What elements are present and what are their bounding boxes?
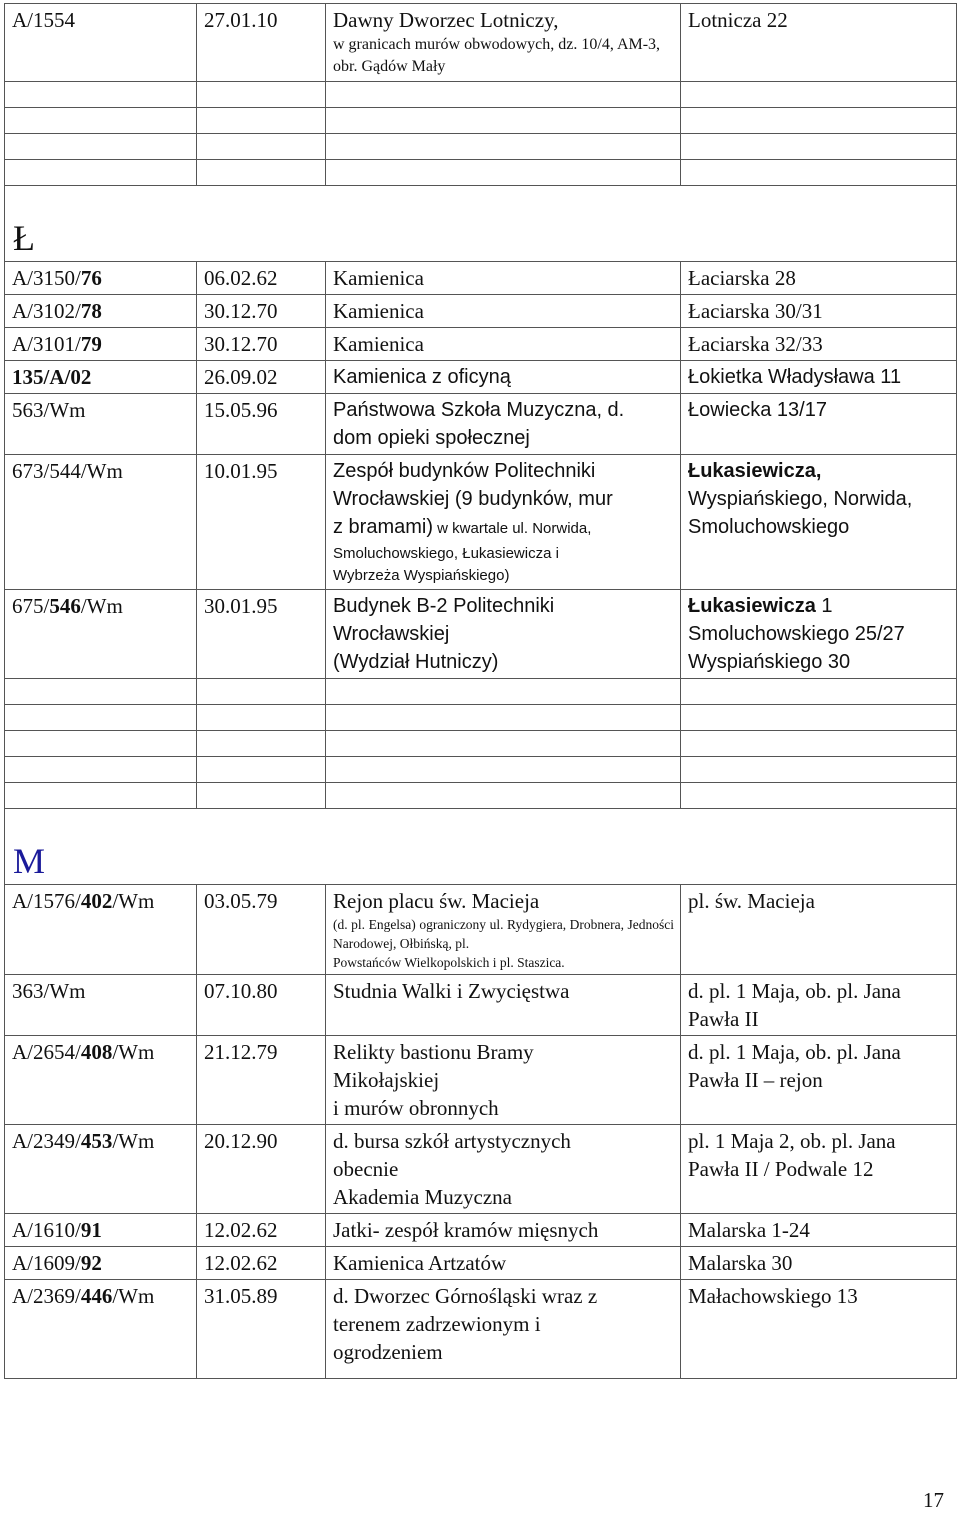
empty-row [5,757,957,783]
monument-register-table [4,3,957,1379]
object-name: d. Dworzec Górnośląski wraz z terenem zadrzewionym i ogrodzeniem [326,1280,681,1379]
empty-row [5,731,957,757]
reg-number: A/2654/408/Wm [5,1036,197,1125]
address: Łokietka Władysława 11 [681,361,957,394]
table-row [5,590,957,679]
table-row [5,361,957,394]
reg-number: A/1610/91 [5,1214,197,1247]
section-letter-row [5,186,957,262]
address: d. pl. 1 Maja, ob. pl. Jana Pawła II – rejon [681,1036,957,1125]
address: Łukasiewicza 1 Smoluchowskiego 25/27 Wyspiańskiego 30 [681,590,957,679]
object-name-main: Dawny Dworzec Lotniczy, [333,8,559,32]
reg-number: 673/544/Wm [5,455,197,590]
table-row [5,1247,957,1280]
object-name: Studnia Walki i Zwycięstwa [326,975,681,1036]
entry-date: 30.12.70 [197,295,326,328]
table-row [5,328,957,361]
object-name: Kamienica z oficyną [326,361,681,394]
address: Łowiecka 13/17 [681,394,957,455]
address: pl. 1 Maja 2, ob. pl. Jana Pawła II / Podwale 12 [681,1125,957,1214]
address: pl. św. Macieja [681,885,957,975]
object-name: Kamienica [326,262,681,295]
object-name: Jatki- zespół kramów mięsnych [326,1214,681,1247]
address: Małachowskiego 13 [681,1280,957,1379]
entry-date: 06.02.62 [197,262,326,295]
section-letter-l: Ł [5,186,957,262]
empty-row [5,82,957,108]
address: d. pl. 1 Maja, ob. pl. Jana Pawła II [681,975,957,1036]
entry-date: 30.12.70 [197,328,326,361]
table-row [5,394,957,455]
entry-date: 03.05.79 [197,885,326,975]
entry-date: 12.02.62 [197,1214,326,1247]
empty-row [5,783,957,809]
address: Malarska 1-24 [681,1214,957,1247]
entry-date: 26.09.02 [197,361,326,394]
table-row [5,295,957,328]
entry-date: 31.05.89 [197,1280,326,1379]
table-row [5,1280,957,1379]
entry-date: 20.12.90 [197,1125,326,1214]
reg-number: 135/A/02 [5,361,197,394]
section-letter-row [5,809,957,885]
address: Łaciarska 30/31 [681,295,957,328]
empty-row [5,679,957,705]
object-name-note: w granicach murów obwodowych, dz. 10/4, AM-3, obr. Gądów Mały [333,36,661,75]
address: Łaciarska 32/33 [681,328,957,361]
object-name: Budynek B-2 Politechniki Wrocławskiej (Wydział Hutniczy) [326,590,681,679]
reg-number: 363/Wm [5,975,197,1036]
reg-number: A/2369/446/Wm [5,1280,197,1379]
table-row [5,1125,957,1214]
address: Malarska 30 [681,1247,957,1280]
address: Lotnicza 22 [681,4,957,82]
entry-date: 12.02.62 [197,1247,326,1280]
object-name: d. bursa szkół artystycznych obecnie Akademia Muzyczna [326,1125,681,1214]
reg-number: A/1609/92 [5,1247,197,1280]
reg-number: 675/546/Wm [5,590,197,679]
object-name [326,4,681,82]
reg-number: A/1554 [5,4,197,82]
object-name: Kamienica [326,295,681,328]
empty-row [5,705,957,731]
empty-row [5,160,957,186]
object-name: Kamienica [326,328,681,361]
address: Łukasiewicza, Wyspiańskiego, Norwida, Smoluchowskiego [681,455,957,590]
table-row [5,455,957,590]
reg-number: A/1576/402/Wm [5,885,197,975]
table-row [5,885,957,975]
empty-row [5,108,957,134]
entry-date: 27.01.10 [197,4,326,82]
entry-date: 30.01.95 [197,590,326,679]
table-row [5,1036,957,1125]
object-name: Państwowa Szkoła Muzyczna, d. dom opieki społecznej [326,394,681,455]
object-name: Relikty bastionu Bramy Mikołajskiej i murów obronnych [326,1036,681,1125]
object-name: Zespół budynków Politechniki Wrocławskiej (9 budynków, mur z bramami) w kwartale ul. Norwida, Smoluchowskiego, Łukasiewicza i Wybrzeża Wyspiańskiego) [326,455,681,590]
table-row [5,4,957,82]
reg-number: A/3101/79 [5,328,197,361]
object-name: Kamienica Artzatów [326,1247,681,1280]
entry-date: 21.12.79 [197,1036,326,1125]
entry-date: 10.01.95 [197,455,326,590]
object-name: Rejon placu św. Macieja (d. pl. Engelsa) ograniczony ul. Rydygiera, Drobnera, Jedności Narodowej, Ołbińską, pl. Powstańców Wielkopolskich i pl. Staszica. [326,885,681,975]
page-number: 17 [923,1488,944,1512]
entry-date: 15.05.96 [197,394,326,455]
reg-number: A/3150/76 [5,262,197,295]
address: Łaciarska 28 [681,262,957,295]
reg-number: A/3102/78 [5,295,197,328]
reg-number: A/2349/453/Wm [5,1125,197,1214]
table-row [5,1214,957,1247]
table-row [5,262,957,295]
table-row [5,975,957,1036]
entry-date: 07.10.80 [197,975,326,1036]
section-letter-m: M [5,809,957,885]
reg-number: 563/Wm [5,394,197,455]
empty-row [5,134,957,160]
